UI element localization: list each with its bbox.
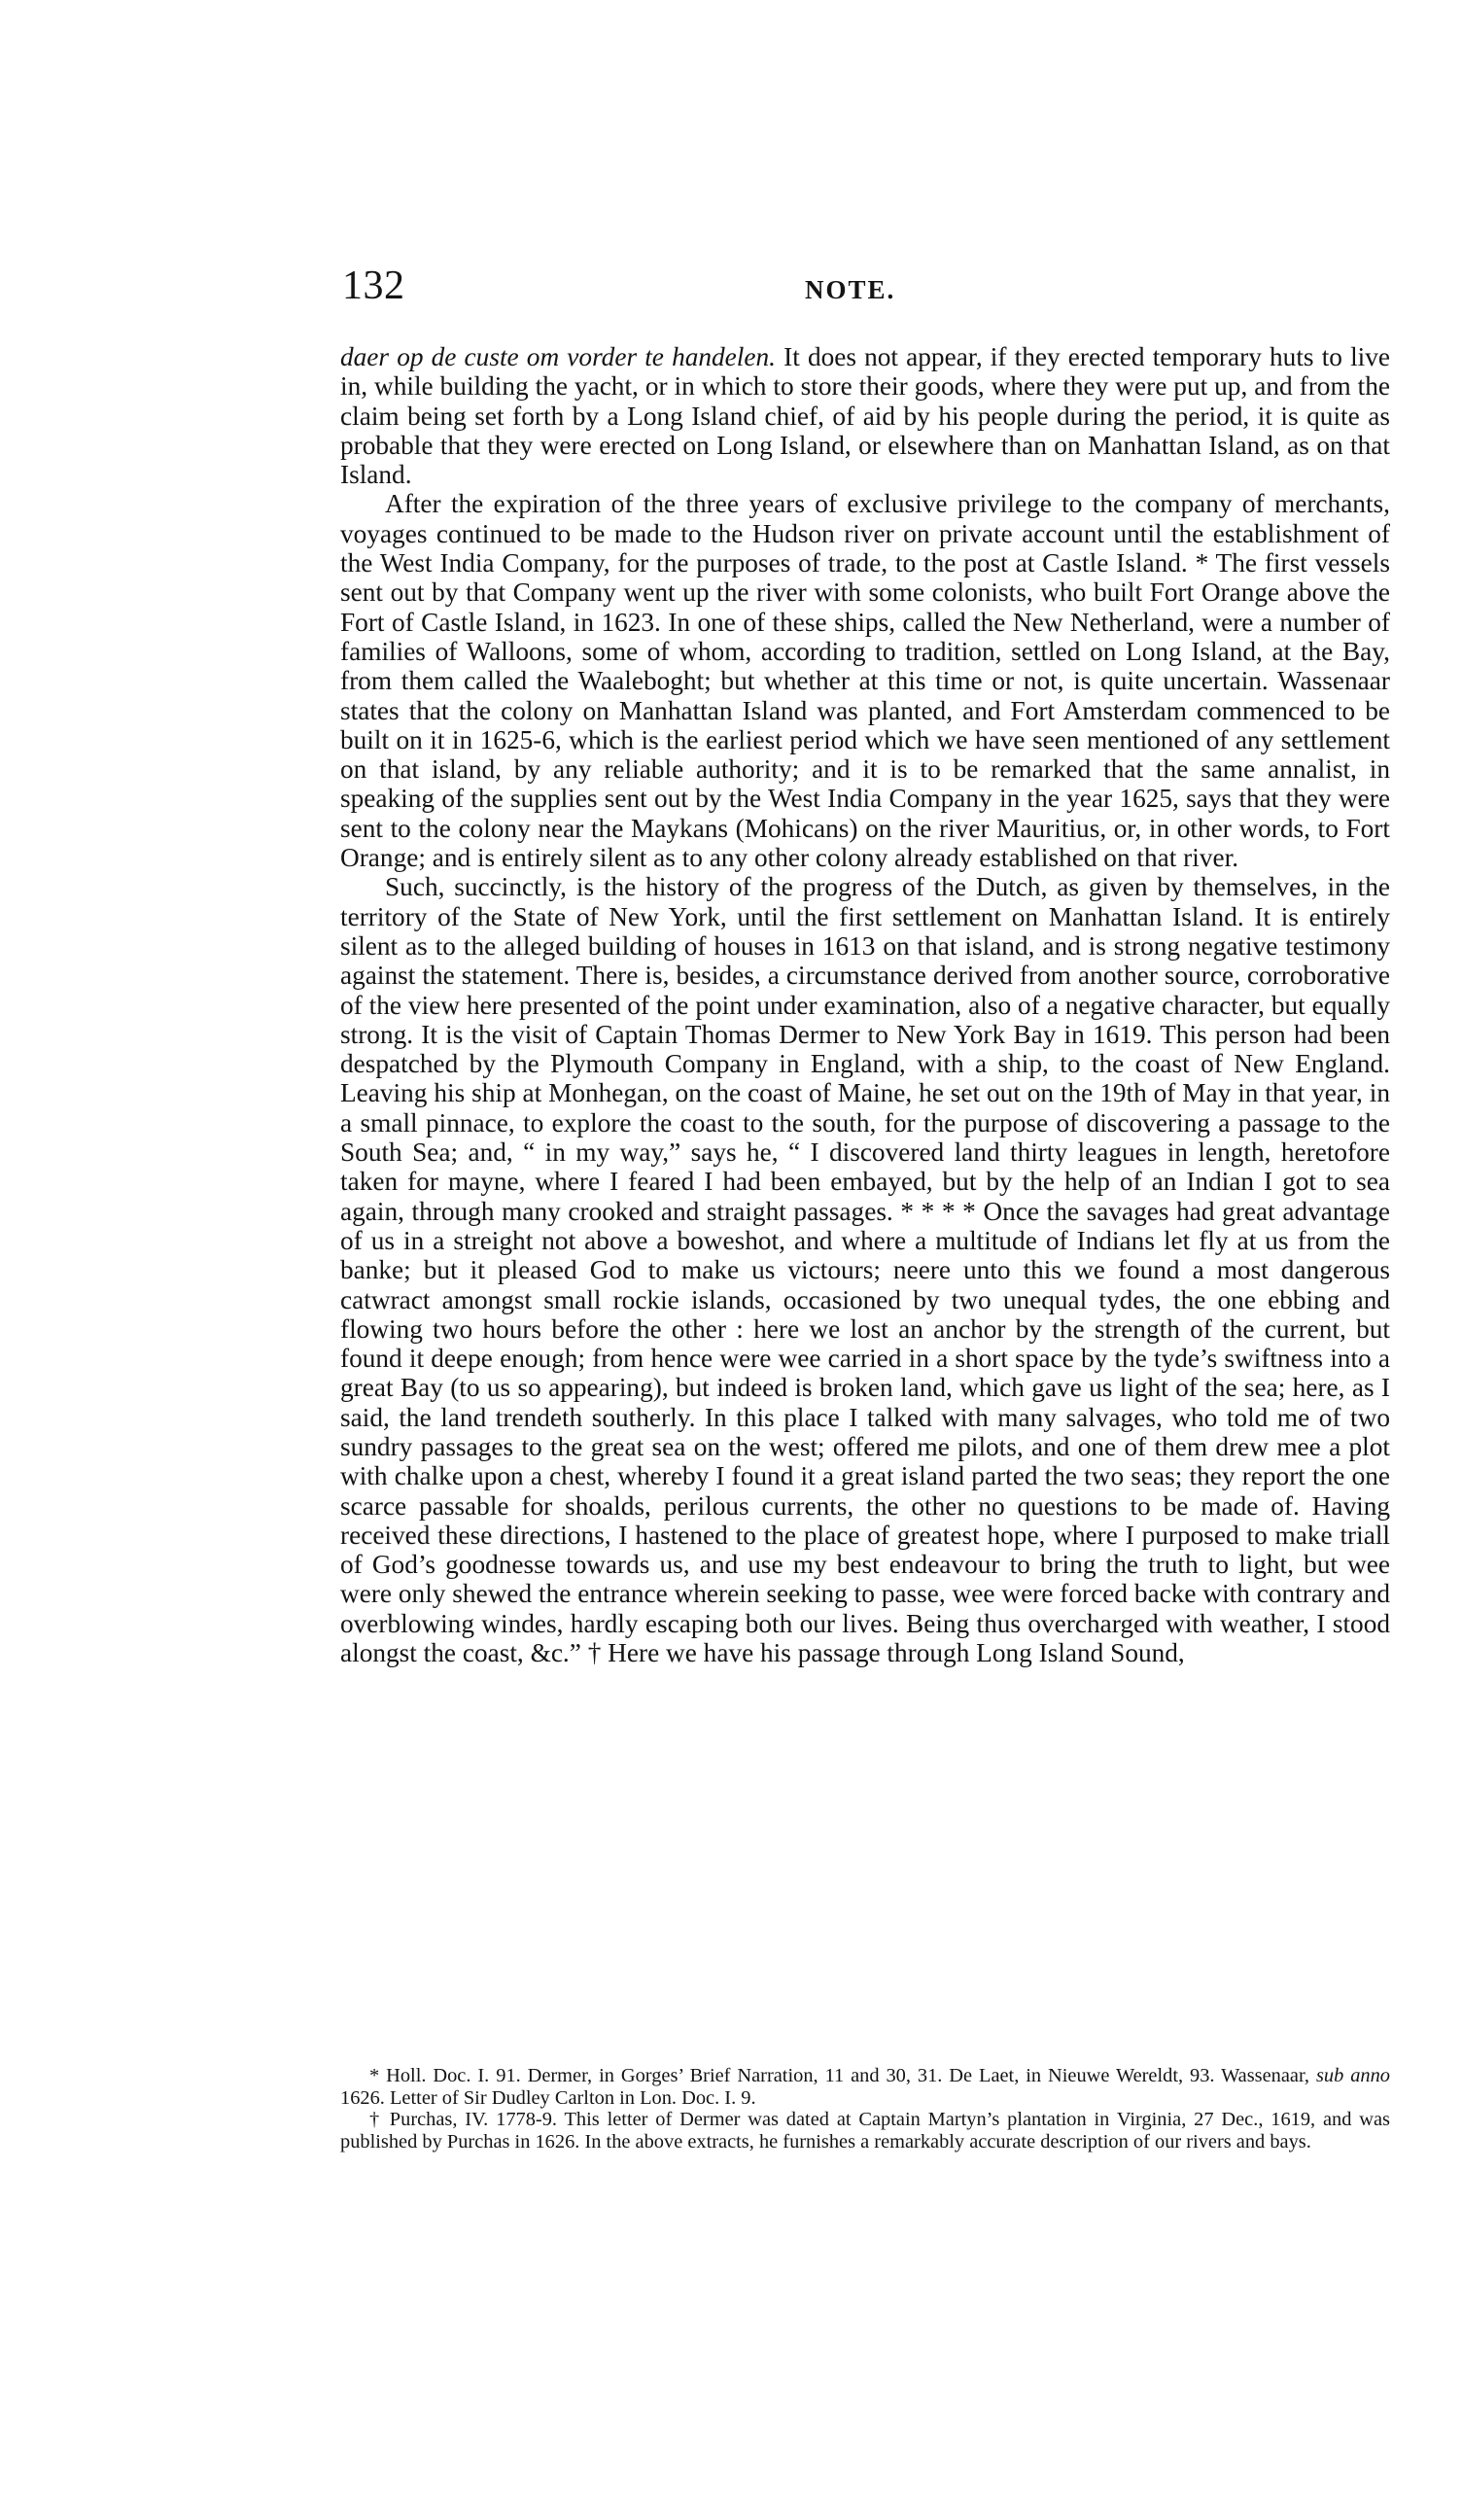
footnote-1-italic: sub anno [1315,2065,1390,2086]
body-text [340,342,1390,1667]
footnotes [340,2065,1390,2152]
footnote-1 [340,2065,1390,2109]
footnote-2: † Purchas, IV. 1778-9. This letter of Dermer was dated at Captain Martyn’s plantation in Virginia, 27 Dec., 1619, and was published by Purchas in 1626. In the above extracts, he furnishes a remarkably accurate description of our rivers and bays. [340,2109,1390,2152]
dutch-quote-italic: daer op de custe om vorder te handelen. [340,342,776,371]
footnote-1-text-b: 1626. Letter of Sir Dudley Carlton in Lon. Doc. I. 9. [340,2086,756,2109]
footnote-1-text-a: * Holl. Doc. I. 91. Dermer, in Gorges’ Brief Narration, 11 and 30, 31. De Laet, in Nieuwe Wereldt, 93. Wassenaar, [369,2065,1316,2086]
page-number: 132 [342,263,405,308]
paragraph-3: Such, succinctly, is the history of the progress of the Dutch, as given by themselves, in the territory of the State of New York, until the first settlement on Manhattan Island. It is entirely silent as to the alleged building of houses in 1613 on that island, and is strong negative testimony against the statement. There is, besides, a circumstance derived from another source, corroborative of the view here presented of the point under examination, also of a negative character, but equally strong. It is the visit of Captain Thomas Dermer to New York Bay in 1619. This person had been despatched by the Plymouth Company in England, with a ship, to the coast of New England. Leaving his ship at Monhegan, on the coast of Maine, he set out on the 19th of May in that year, in a small pinnace, to explore the coast to the south, for the purpose of discovering a passage to the South Sea; and, “ in my way,” says he, “ I discovered land thirty leagues in length, heretofore taken for mayne, where I feared I had been embayed, but by the help of an Indian I got to sea again, through many crooked and straight passages. * * * * Once the savages had great advantage of us in a streight not above a boweshot, and where a multitude of Indians let fly at us from the banke; but it pleased God to make us victours; neere unto this we found a most dangerous catwract amongst small rockie islands, occasioned by two unequal tydes, the one ebbing and flowing two hours before the other : here we lost an anchor by the strength of the current, but found it deepe enough; from hence were wee carried in a short space by the tyde’s swiftness into a great Bay (to us so appearing), but indeed is broken land, which gave us light of the sea; here, as I said, the land trendeth southerly. In this place I talked with many salvages, who told me of two sundry passages to the great sea on the west; offered me pilots, and one of them drew mee a plot with chalke upon a chest, whereby I found it a great island parted the two seas; they report the one scarce passable for shoalds, perilous currents, the other no questions to be made of. Having received these directions, I hastened to the place of greatest hope, where I purposed to make triall of God’s goodnesse towards us, and use my best endeavour to bring the truth to light, but wee were only shewed the entrance wherein seeking to passe, wee were forced backe with contrary and overblowing windes, hardly escaping both our lives. Being thus overcharged with weather, I stood alongst the coast, &c.” † Here we have his passage through Long Island Sound, [340,872,1390,1668]
paragraph-1 [340,342,1390,489]
paragraph-2: After the expiration of the three years of exclusive privilege to the company of merchants, voyages continued to be made to the Hudson river on private account until the establishment of the West India Company, for the purposes of trade, to the post at Castle Island. * The first vessels sent out by that Company went up the river with some colonists, who built Fort Orange above the Fort of Castle Island, in 1623. In one of these ships, called the New Netherland, were a number of families of Walloons, some of whom, according to tradition, settled on Long Island, at the Bay, from them called the Waaleboght; but whether at this time or not, is quite uncertain. Wassenaar states that the colony on Manhattan Island was planted, and Fort Amsterdam commenced to be built on it in 1625-6, which is the earliest period which we have seen mentioned of any settlement on that island, by any reliable authority; and it is to be remarked that the same annalist, in speaking of the supplies sent out by the West India Company in the year 1625, says that they were sent to the colony near the Maykans (Mohicans) on the river Mauritius, or, in other words, to Fort Orange; and is entirely silent as to any other colony already established on that river. [340,489,1390,873]
paragraph-1-text: It does not appear, if they erected temporary huts to live in, while building the yacht, or in which to store their goods, where they were put up, and from the claim being set forth by a Long Island chief, of aid by his people during the period, it is quite as probable that they were erected on Long Island, or elsewhere than on Manhattan Island, as on that Island. [340,342,1391,490]
running-head: NOTE. [805,275,896,304]
